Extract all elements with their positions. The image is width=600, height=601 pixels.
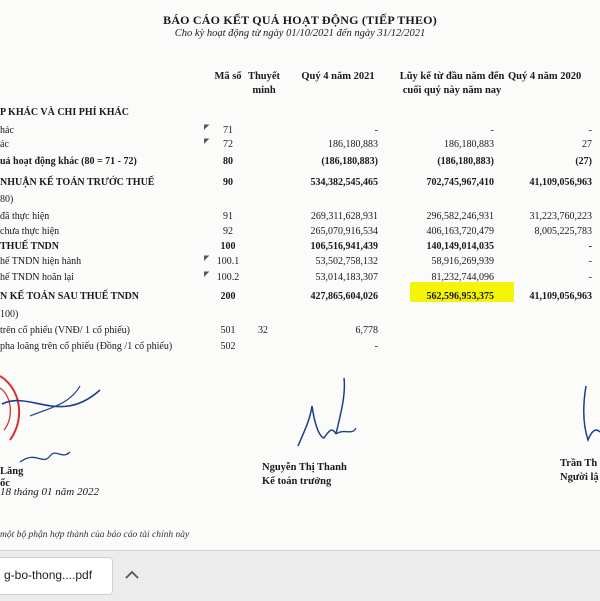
- row-label: hế TNDN hoãn lại: [0, 272, 74, 283]
- row-label: THUẾ TNDN: [0, 241, 59, 252]
- row-ytd: 58,916,269,939: [431, 256, 494, 267]
- row-q4-2020: 31,223,760,223: [529, 211, 592, 222]
- row-label: 100): [0, 309, 19, 320]
- table-row: [0, 341, 600, 357]
- row-q4-2021: -: [374, 341, 378, 352]
- row-q4-2021: 6,778: [355, 325, 378, 336]
- row-code: 100.2: [216, 272, 240, 283]
- row-q4-2021: 53,502,758,132: [315, 256, 378, 267]
- corner-mark-icon: ◤: [204, 254, 210, 262]
- table-row: [0, 177, 600, 193]
- corner-mark-icon: ◤: [204, 123, 210, 131]
- row-q4-2020: -: [588, 241, 592, 252]
- right-signer-name: Trần Th: [560, 458, 598, 469]
- row-label: đã thực hiện: [0, 211, 50, 222]
- row-label: NHUẬN KẾ TOÁN TRƯỚC THUẾ: [0, 177, 155, 188]
- header-q4-2020: Quý 4 năm 2020: [508, 71, 582, 82]
- table-row: [0, 325, 600, 341]
- row-ytd: 406,163,720,479: [426, 226, 494, 237]
- table-row: [0, 211, 600, 227]
- row-label: hế TNDN hiện hành: [0, 256, 82, 267]
- row-code: 100.1: [216, 256, 240, 267]
- row-note: 32: [258, 325, 268, 336]
- row-q4-2020: -: [588, 272, 592, 283]
- footer-note: một bộ phận hợp thành của báo cáo tài chính này: [0, 530, 190, 540]
- table-row: [0, 156, 600, 172]
- row-q4-2021: 427,865,604,026: [310, 291, 378, 302]
- row-q4-2020: -: [588, 125, 592, 136]
- chevron-up-icon[interactable]: [120, 557, 144, 593]
- row-q4-2021: (186,180,883): [321, 156, 378, 167]
- row-label: N KẾ TOÁN SAU THUẾ TNDN: [0, 291, 140, 302]
- row-label: trên cổ phiếu (VNĐ/ 1 cổ phiếu): [0, 325, 130, 336]
- row-label: hác: [0, 125, 14, 136]
- row-q4-2020: 8,005,225,783: [534, 226, 592, 237]
- row-code: 91: [223, 211, 233, 222]
- header-note: Thuyết minh: [247, 71, 281, 96]
- row-code: 92: [223, 226, 233, 237]
- row-ytd: (186,180,883): [437, 156, 494, 167]
- row-code: 80: [223, 156, 233, 167]
- row-q4-2020: 27: [582, 139, 592, 150]
- row-ytd: 296,582,246,931: [426, 211, 494, 222]
- row-ytd: 186,180,883: [444, 139, 494, 150]
- left-signature-icon: [0, 430, 80, 470]
- row-label: chưa thực hiện: [0, 226, 60, 237]
- row-q4-2021: 106,516,941,439: [310, 241, 378, 252]
- table-row: [0, 272, 600, 288]
- table-row: [0, 256, 600, 272]
- row-ytd: 140,149,014,035: [426, 241, 494, 252]
- download-item[interactable]: [0, 557, 113, 595]
- report-subtitle: Cho kỳ hoạt động từ ngày 01/10/2021 đến ngày 31/12/2021: [174, 28, 426, 39]
- signature-date: 18 tháng 01 năm 2022: [0, 486, 99, 498]
- table-row: [0, 139, 600, 155]
- row-q4-2021: 186,180,883: [328, 139, 378, 150]
- table-row: [0, 241, 600, 257]
- row-label: P KHÁC VÀ CHI PHÍ KHÁC: [0, 107, 129, 118]
- row-code: 71: [223, 125, 233, 136]
- left-signer-name: Lăng: [0, 466, 24, 477]
- row-code: 90: [223, 177, 233, 188]
- table-row: [0, 309, 600, 325]
- row-ytd: 562,596,953,375: [426, 291, 494, 302]
- row-q4-2021: 53,014,183,307: [315, 272, 378, 283]
- middle-signer-role: Kế toán trưởng: [262, 476, 332, 487]
- row-q4-2021: 269,311,628,931: [310, 211, 378, 222]
- middle-signature-icon: [290, 376, 370, 460]
- header-q4-2021: Quý 4 năm 2021: [301, 71, 375, 82]
- row-q4-2020: (27): [575, 156, 592, 167]
- download-file-name: g-bo-thong....pdf: [4, 568, 93, 582]
- row-label: uả hoạt động khác (80 = 71 - 72): [0, 156, 137, 167]
- row-label: 80): [0, 194, 14, 205]
- row-label: ác: [0, 139, 9, 150]
- row-code: 100: [220, 241, 236, 252]
- download-bar: [0, 550, 600, 601]
- row-label: pha loãng trên cổ phiếu (Đồng /1 cổ phiếu): [0, 341, 173, 352]
- table-row: [0, 291, 600, 307]
- table-row: [0, 194, 600, 210]
- report-title: BÁO CÁO KẾT QUẢ HOẠT ĐỘNG (TIẾP THEO): [163, 13, 437, 27]
- row-q4-2021: 265,070,916,534: [310, 226, 378, 237]
- row-code: 72: [223, 139, 233, 150]
- corner-mark-icon: ◤: [204, 270, 210, 278]
- row-ytd: -: [490, 125, 494, 136]
- right-signer-role: Người lậ: [560, 472, 599, 483]
- corner-mark-icon: ◤: [204, 137, 210, 145]
- row-ytd: 81,232,744,096: [431, 272, 494, 283]
- row-ytd: 702,745,967,410: [426, 177, 494, 188]
- header-ytd: Lũy kế từ đầu năm đến cuối quý này năm nay: [399, 71, 505, 96]
- row-code: 200: [220, 291, 236, 302]
- middle-signer-name: Nguyễn Thị Thanh: [262, 462, 347, 473]
- row-code: 501: [220, 325, 236, 336]
- row-q4-2021: 534,382,545,465: [310, 177, 378, 188]
- table-row: [0, 107, 600, 123]
- right-signature-icon: [566, 380, 600, 450]
- row-q4-2020: 41,109,056,963: [529, 177, 592, 188]
- row-code: 502: [220, 341, 236, 352]
- header-code: Mã số: [214, 71, 242, 82]
- row-q4-2020: -: [588, 256, 592, 267]
- row-q4-2021: -: [374, 125, 378, 136]
- table-row: [0, 226, 600, 242]
- row-q4-2020: 41,109,056,963: [529, 291, 592, 302]
- left-signer-role: ốc: [0, 478, 10, 489]
